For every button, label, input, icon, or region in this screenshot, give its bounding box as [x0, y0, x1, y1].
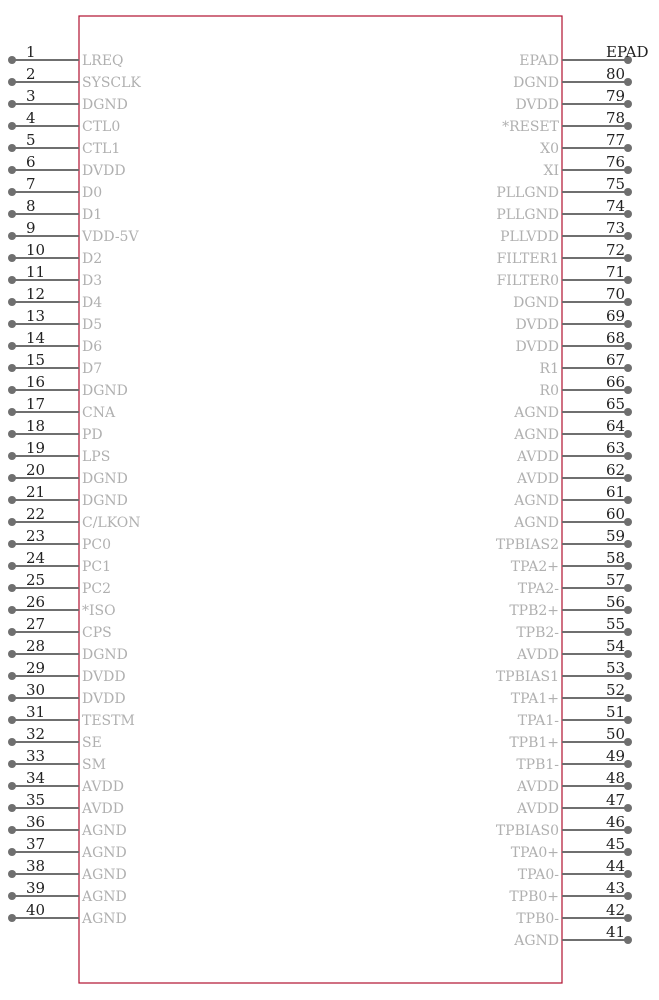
pin-name: C/LKON [82, 515, 141, 531]
pin-name: TPA2- [517, 581, 559, 597]
pin-terminal-dot [624, 518, 632, 526]
pin-name: SYSCLK [82, 75, 141, 91]
pin-number: 58 [606, 549, 626, 567]
pin-terminal-dot [8, 672, 16, 680]
pin-name: DVDD [82, 669, 126, 685]
pin-name: TPBIAS0 [495, 823, 559, 839]
pin-name: DVDD [82, 691, 126, 707]
pin-number: 25 [26, 571, 46, 589]
pin-terminal-dot [624, 804, 632, 812]
pin-number: 13 [26, 307, 46, 325]
pin-terminal-dot [8, 144, 16, 152]
pin-EPAD [519, 43, 648, 69]
pin-terminal-dot [8, 892, 16, 900]
pin-number: 47 [606, 791, 626, 809]
pin-number: 31 [26, 703, 46, 721]
pin-number: 27 [26, 615, 46, 633]
pin-number: 65 [606, 395, 626, 413]
pin-terminal-dot [8, 430, 16, 438]
pin-terminal-dot [8, 276, 16, 284]
pin-name: TPB1- [516, 757, 559, 773]
pin-name: CTL0 [82, 119, 121, 135]
pin-number: 20 [26, 461, 46, 479]
pin-terminal-dot [624, 694, 632, 702]
pin-number: 66 [606, 373, 626, 391]
pin-number: 67 [606, 351, 626, 369]
pin-number: 40 [26, 901, 46, 919]
pin-number: 3 [26, 87, 36, 105]
pin-terminal-dot [8, 298, 16, 306]
pin-name: AVDD [82, 779, 124, 795]
pin-terminal-dot [624, 364, 632, 372]
pin-name: SE [82, 735, 102, 751]
pin-name: LPS [82, 449, 111, 465]
pin-name: TPBIAS2 [495, 537, 559, 553]
pin-terminal-dot [8, 166, 16, 174]
pin-terminal-dot [8, 738, 16, 746]
pin-terminal-dot [624, 848, 632, 856]
pin-terminal-dot [624, 210, 632, 218]
pin-number: 10 [26, 241, 46, 259]
pin-terminal-dot [624, 628, 632, 636]
pin-terminal-dot [8, 914, 16, 922]
pin-name: TPA1+ [510, 691, 559, 707]
pin-name: AGND [82, 867, 127, 883]
pin-name: VDD-5V [82, 229, 139, 245]
pin-terminal-dot [8, 760, 16, 768]
pin-number: 32 [26, 725, 46, 743]
pin-terminal-dot [8, 496, 16, 504]
pin-name: TPB0- [516, 911, 559, 927]
pin-terminal-dot [624, 122, 632, 130]
pin-name: R1 [539, 361, 559, 377]
pin-name: DVDD [515, 317, 559, 333]
pin-name: TESTM [82, 713, 135, 729]
pin-terminal-dot [624, 386, 632, 394]
pin-terminal-dot [624, 254, 632, 262]
pin-number: 79 [606, 87, 626, 105]
pin-terminal-dot [624, 672, 632, 680]
pin-number: 1 [26, 43, 36, 61]
pin-terminal-dot [8, 56, 16, 64]
pin-number: 57 [606, 571, 626, 589]
pin-name: FILTER1 [496, 251, 559, 267]
pin-name: DGND [82, 471, 128, 487]
pin-name: SM [82, 757, 106, 773]
pin-terminal-dot [624, 584, 632, 592]
pin-number: 49 [606, 747, 626, 765]
component-body [79, 16, 562, 983]
pin-number: 76 [606, 153, 626, 171]
pin-name: DVDD [82, 163, 126, 179]
pin-number: 73 [606, 219, 626, 237]
pin-terminal-dot [624, 298, 632, 306]
pin-name: DGND [82, 647, 128, 663]
pin-terminal-dot [624, 892, 632, 900]
pin-number: 36 [26, 813, 46, 831]
pin-terminal-dot [8, 848, 16, 856]
pin-terminal-dot [8, 78, 16, 86]
right-pin-group [496, 43, 649, 949]
pin-name: AGND [82, 911, 127, 927]
pin-terminal-dot [8, 584, 16, 592]
pin-terminal-dot [8, 694, 16, 702]
pin-number: 44 [606, 857, 626, 875]
pin-number: 42 [606, 901, 626, 919]
pin-terminal-dot [624, 914, 632, 922]
pin-number: 59 [606, 527, 626, 545]
pin-number: 15 [26, 351, 46, 369]
pin-terminal-dot [8, 342, 16, 350]
pin-terminal-dot [624, 408, 632, 416]
pin-terminal-dot [8, 254, 16, 262]
pin-number: 29 [26, 659, 46, 677]
pin-terminal-dot [8, 122, 16, 130]
pin-name: DGND [82, 383, 128, 399]
pin-name: TPB2+ [509, 603, 559, 619]
pin-terminal-dot [624, 166, 632, 174]
pin-number: 62 [606, 461, 626, 479]
pin-name: PLLGND [496, 185, 559, 201]
pin-terminal-dot [8, 650, 16, 658]
pin-name: TPA1- [517, 713, 559, 729]
pin-name: TPB2- [516, 625, 559, 641]
pin-number: 56 [606, 593, 626, 611]
pin-terminal-dot [624, 760, 632, 768]
pin-terminal-dot [624, 716, 632, 724]
pin-name: TPA0- [517, 867, 559, 883]
pin-number: 52 [606, 681, 626, 699]
pin-name: AGND [514, 933, 559, 949]
pin-terminal-dot [624, 562, 632, 570]
pin-name: PC0 [82, 537, 112, 553]
pin-terminal-dot [624, 100, 632, 108]
pin-terminal-dot [624, 782, 632, 790]
pin-terminal-dot [8, 232, 16, 240]
pin-number: 60 [606, 505, 626, 523]
pin-terminal-dot [624, 738, 632, 746]
pin-name: DGND [513, 75, 559, 91]
pin-terminal-dot [624, 606, 632, 614]
pin-name: AVDD [517, 801, 559, 817]
pin-number: 63 [606, 439, 626, 457]
pin-name: TPA0+ [510, 845, 559, 861]
pin-terminal-dot [8, 782, 16, 790]
pin-number: 72 [606, 241, 626, 259]
pin-number: 51 [606, 703, 626, 721]
pin-name: *ISO [82, 603, 116, 619]
pin-name: AGND [82, 823, 127, 839]
pin-terminal-dot [8, 826, 16, 834]
pin-name: AGND [82, 889, 127, 905]
pin-number: 24 [26, 549, 46, 567]
pin-number: 5 [26, 131, 36, 149]
pin-number: 34 [26, 769, 46, 787]
pin-terminal-dot [624, 474, 632, 482]
pin-number: 23 [26, 527, 46, 545]
pin-name: PLLGND [496, 207, 559, 223]
pin-name: LREQ [82, 53, 124, 69]
pin-name: AVDD [82, 801, 124, 817]
pin-terminal-dot [8, 716, 16, 724]
pin-name: CPS [82, 625, 112, 641]
pin-name: TPB1+ [509, 735, 559, 751]
pin-terminal-dot [624, 650, 632, 658]
pin-number: 19 [26, 439, 46, 457]
pin-name: AGND [514, 515, 559, 531]
pin-name: DGND [82, 493, 128, 509]
pin-name: R0 [539, 383, 559, 399]
pin-name: EPAD [519, 53, 559, 69]
pin-number: 30 [26, 681, 46, 699]
pin-terminal-dot [8, 364, 16, 372]
pin-name: TPB0+ [509, 889, 559, 905]
pin-terminal-dot [8, 518, 16, 526]
pin-number: 41 [606, 923, 626, 941]
pin-number: 43 [606, 879, 626, 897]
pin-terminal-dot [8, 408, 16, 416]
pin-name: PD [82, 427, 103, 443]
pin-number: 33 [26, 747, 46, 765]
pin-number: 35 [26, 791, 46, 809]
pin-number: 8 [26, 197, 36, 215]
pin-number: 70 [606, 285, 626, 303]
pin-name: CNA [82, 405, 116, 421]
pin-number: 14 [26, 329, 46, 347]
pin-name: PC1 [82, 559, 112, 575]
pin-terminal-dot [624, 276, 632, 284]
pin-name: TPA2+ [510, 559, 559, 575]
pin-terminal-dot [8, 386, 16, 394]
pin-number: 50 [606, 725, 626, 743]
pin-terminal-dot [624, 342, 632, 350]
pin-number: 11 [26, 263, 46, 281]
pin-terminal-dot [624, 232, 632, 240]
pin-name: TPBIAS1 [495, 669, 559, 685]
pin-name: AGND [82, 845, 127, 861]
pin-terminal-dot [624, 78, 632, 86]
pin-terminal-dot [624, 430, 632, 438]
pin-number: 38 [26, 857, 46, 875]
pin-name: PC2 [82, 581, 112, 597]
pin-number: 6 [26, 153, 36, 171]
pin-name: D0 [82, 185, 103, 201]
pin-number: 75 [606, 175, 626, 193]
pin-name: AVDD [517, 647, 559, 663]
pin-name: X0 [540, 141, 559, 157]
pin-name: DVDD [515, 97, 559, 113]
pin-name: *RESET [502, 119, 559, 135]
pin-name: AGND [514, 493, 559, 509]
pin-name: AVDD [517, 471, 559, 487]
pin-number: 53 [606, 659, 626, 677]
pin-terminal-dot [8, 628, 16, 636]
pin-name: CTL1 [82, 141, 121, 157]
pin-name: XI [543, 163, 559, 179]
pin-terminal-dot [8, 188, 16, 196]
pin-name: D1 [82, 207, 103, 223]
left-pin-group [8, 43, 141, 927]
pin-terminal-dot [8, 870, 16, 878]
pin-number: 48 [606, 769, 626, 787]
pin-terminal-dot [8, 562, 16, 570]
pin-name: PLLVDD [500, 229, 559, 245]
pin-number: 54 [606, 637, 626, 655]
pin-name: D4 [82, 295, 103, 311]
pin-number: 69 [606, 307, 626, 325]
pin-number: 78 [606, 109, 626, 127]
pin-number: 80 [606, 65, 626, 83]
pin-terminal-dot [8, 474, 16, 482]
pin-terminal-dot [624, 870, 632, 878]
pin-terminal-dot [624, 826, 632, 834]
pin-number: 46 [606, 813, 626, 831]
pin-number: 64 [606, 417, 626, 435]
pin-number: 7 [26, 175, 36, 193]
pin-name: D2 [82, 251, 103, 267]
pin-terminal-dot [8, 540, 16, 548]
pin-number: 45 [606, 835, 626, 853]
pin-number: 74 [606, 197, 626, 215]
pin-name: AGND [514, 427, 559, 443]
pin-terminal-dot [8, 210, 16, 218]
pin-number: EPAD [606, 43, 649, 61]
pin-name: DGND [82, 97, 128, 113]
pin-name: DGND [513, 295, 559, 311]
pin-number: 39 [26, 879, 46, 897]
pin-number: 2 [26, 65, 36, 83]
pin-number: 55 [606, 615, 626, 633]
pin-terminal-dot [624, 188, 632, 196]
pin-name: AVDD [517, 449, 559, 465]
pin-name: AVDD [517, 779, 559, 795]
pin-name: D5 [82, 317, 103, 333]
pin-terminal-dot [624, 496, 632, 504]
pin-terminal-dot [624, 320, 632, 328]
pin-name: DVDD [515, 339, 559, 355]
pin-terminal-dot [624, 452, 632, 460]
pin-number: 12 [26, 285, 46, 303]
pin-number: 16 [26, 373, 46, 391]
pin-terminal-dot [8, 452, 16, 460]
pin-number: 68 [606, 329, 626, 347]
pin-terminal-dot [624, 936, 632, 944]
pin-number: 9 [26, 219, 36, 237]
pin-number: 4 [26, 109, 36, 127]
pin-number: 26 [26, 593, 46, 611]
pin-number: 22 [26, 505, 46, 523]
pin-number: 21 [26, 483, 46, 501]
pin-name: AGND [514, 405, 559, 421]
pin-number: 71 [606, 263, 626, 281]
pin-name: D7 [82, 361, 103, 377]
pin-terminal-dot [8, 100, 16, 108]
pin-terminal-dot [624, 144, 632, 152]
pin-name: D3 [82, 273, 103, 289]
pin-terminal-dot [8, 606, 16, 614]
pin-name: D6 [82, 339, 103, 355]
pin-number: 18 [26, 417, 46, 435]
pin-number: 37 [26, 835, 46, 853]
pin-number: 17 [26, 395, 46, 413]
pin-terminal-dot [8, 804, 16, 812]
pin-number: 28 [26, 637, 46, 655]
pin-number: 77 [606, 131, 626, 149]
pin-terminal-dot [8, 320, 16, 328]
pin-number: 61 [606, 483, 626, 501]
pin-name: FILTER0 [496, 273, 559, 289]
pin-terminal-dot [624, 540, 632, 548]
